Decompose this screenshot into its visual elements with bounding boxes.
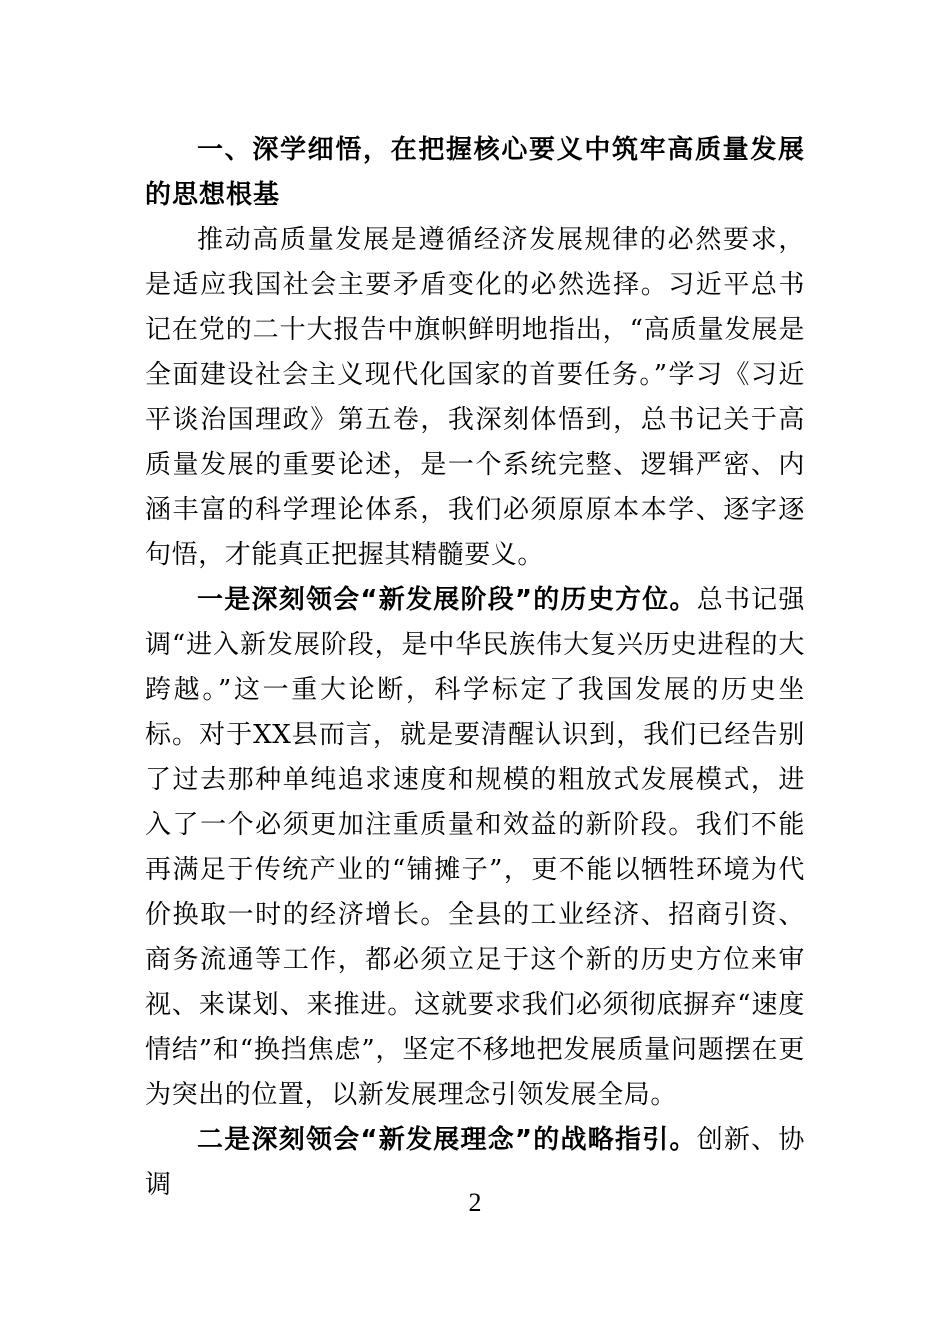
- paragraph-lead: 一是深刻领会“新发展阶段”的历史方位。: [197, 585, 697, 615]
- section-heading: 一、深学细悟，在把握核心要义中筑牢高质量发展的思想根基: [145, 135, 805, 210]
- paragraph-point-one: [145, 578, 805, 1118]
- page-number: 2: [468, 1188, 482, 1217]
- paragraph-text: 总书记强调“进入新发展阶段，是中华民族伟大复兴历史进程的大跨越。”这一重大论断，科学标定了我国发展的历史坐标。对于XX县而言，就是要清醒认识到，我们已经告别了过去那种单纯追求速度和规模的粗放式发展模式，进入了一个必须更加注重质量和效益的新阶段。我们不能再满足于传统产业的“铺摊子”，更不能以牺牲环境为代价换取一时的经济增长。全县的工业经济、招商引资、商务流通等工作，都必须立足于这个新的历史方位来审视、来谋划、来推进。这就要求我们必须彻底摒弃“速度情结”和“换挡焦虑”，坚定不移地把发展质量问题摆在更为突出的位置，以新发展理念引领发展全局。: [145, 585, 805, 1110]
- paragraph-lead: 二是深刻领会“新发展理念”的战略指引。: [197, 1125, 697, 1155]
- paragraph-text: 推动高质量发展是遵循经济发展规律的必然要求，是适应我国社会主要矛盾变化的必然选择。习近平总书记在党的二十大报告中旗帜鲜明地指出，“高质量发展是全面建设社会主义现代化国家的首要任务。”学习《习近平谈治国理政》第五卷，我深刻体悟到，总书记关于高质量发展的重要论述，是一个系统完整、逻辑严密、内涵丰富的科学理论体系，我们必须原原本本学、逐字逐句悟，才能真正把握其精髓要义。: [145, 225, 805, 570]
- document-body: [145, 128, 805, 1208]
- paragraph-text: 创新、协调: [145, 1125, 805, 1200]
- paragraph-intro: [145, 218, 805, 578]
